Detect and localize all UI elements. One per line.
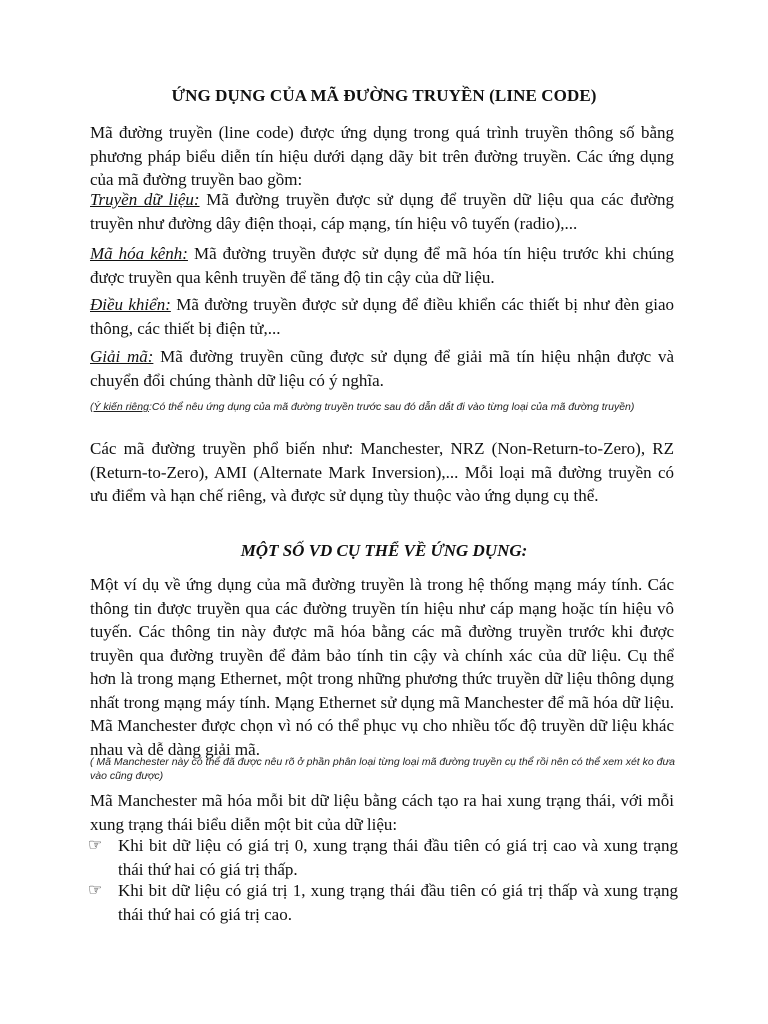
bullet-item-bit-0: [88, 834, 678, 881]
pointing-hand-icon: ☞: [88, 837, 103, 854]
application-text: Mã đường truyền được sử dụng để điều khiển các thiết bị như đèn giao thông, các thiết bị điện tử,...: [90, 295, 674, 338]
note-text: :Có thể nêu ứng dụng của mã đường truyền trước sau đó dẫn dắt đi vào từng loại của mã đường truyền): [148, 401, 635, 413]
note-prefix: (: [90, 401, 94, 413]
application-channel-coding: [90, 242, 674, 289]
application-decoding: [90, 345, 674, 392]
application-text: Mã đường truyền cũng được sử dụng để giải mã tín hiệu nhận được và chuyển đổi chúng thành dữ liệu có ý nghĩa.: [90, 347, 674, 390]
pointing-hand-icon: ☞: [88, 882, 103, 899]
application-control: [90, 293, 674, 340]
application-label: Truyền dữ liệu:: [90, 190, 200, 209]
application-text: Mã đường truyền được sử dụng để mã hóa tín hiệu trước khi chúng được truyền qua kênh truyền để tăng độ tin cậy của dữ liệu.: [90, 244, 674, 287]
page-title: ỨNG DỤNG CỦA MÃ ĐƯỜNG TRUYỀN (LINE CODE): [171, 86, 597, 105]
application-label: Giải mã:: [90, 347, 154, 366]
application-label: Mã hóa kênh:: [90, 244, 188, 263]
bullet-text: Khi bit dữ liệu có giá trị 0, xung trạng thái đầu tiên có giá trị cao và xung trạng thái thứ hai có giá trị thấp.: [118, 836, 678, 879]
intro-paragraph: Mã đường truyền (line code) được ứng dụng trong quá trình truyền thông số bằng phương pháp biểu diễn tín hiệu dưới dạng dãy bit trên đường truyền. Các ứng dụng của mã đường truyền bao gồm:: [90, 123, 674, 189]
bullet-text: Khi bit dữ liệu có giá trị 1, xung trạng thái đầu tiên có giá trị thấp và xung trạng thái thứ hai có giá trị cao.: [118, 881, 678, 924]
note-label: Ý kiến riêng: [93, 401, 149, 413]
application-transmission: [90, 188, 674, 235]
application-label: Điều khiển:: [90, 295, 171, 314]
bullet-item-bit-1: [88, 879, 678, 926]
application-text: Mã đường truyền được sử dụng để truyền dữ liệu qua các đường truyền như đường dây điện thoại, cáp mạng, tín hiệu vô tuyến (radio),...: [90, 190, 674, 233]
personal-note: [90, 400, 680, 414]
common-codes-paragraph: Các mã đường truyền phổ biến như: Manchester, NRZ (Non-Return-to-Zero), RZ (Return-to-Zero), AMI (Alternate Mark Inversion),... Mỗi loại mã đường truyền có ưu điểm và hạn chế riêng, và được sử dụng tùy thuộc vào ứng dụng cụ thể.: [90, 439, 674, 505]
example-paragraph: Một ví dụ về ứng dụng của mã đường truyền là trong hệ thống mạng máy tính. Các thông tin được truyền qua các đường truyền tín hiệu như cáp mạng hoặc tín hiệu vô tuyến. Các thông tin này được mã hóa bằng các mã đường truyền trước khi được truyền qua đường truyền để đảm bảo tính tin cậy và chính xác của dữ liệu. Cụ thể hơn là trong mạng Ethernet, một trong những phương thức truyền dữ liệu thông dụng nhất trong mạng máy tính. Mạng Ethernet sử dụng mã Manchester để mã hóa dữ liệu. Mã Manchester được chọn vì nó có thể phục vụ cho nhiều tốc độ truyền dữ liệu khác nhau và dễ dàng giải mã.: [90, 575, 674, 759]
manchester-note: ( Mã Manchester này có thể đã được nêu rõ ở phần phân loại từng loại mã đường truyền cụ thể rồi nên có thể xem xét ko đưa vào cũng được): [90, 756, 675, 782]
examples-subheading: MỘT SỐ VD CỤ THỂ VỀ ỨNG DỤNG:: [240, 541, 528, 560]
manchester-intro: Mã Manchester mã hóa mỗi bit dữ liệu bằng cách tạo ra hai xung trạng thái, với mỗi xung trạng thái biểu diễn một bit của dữ liệu:: [90, 791, 674, 834]
